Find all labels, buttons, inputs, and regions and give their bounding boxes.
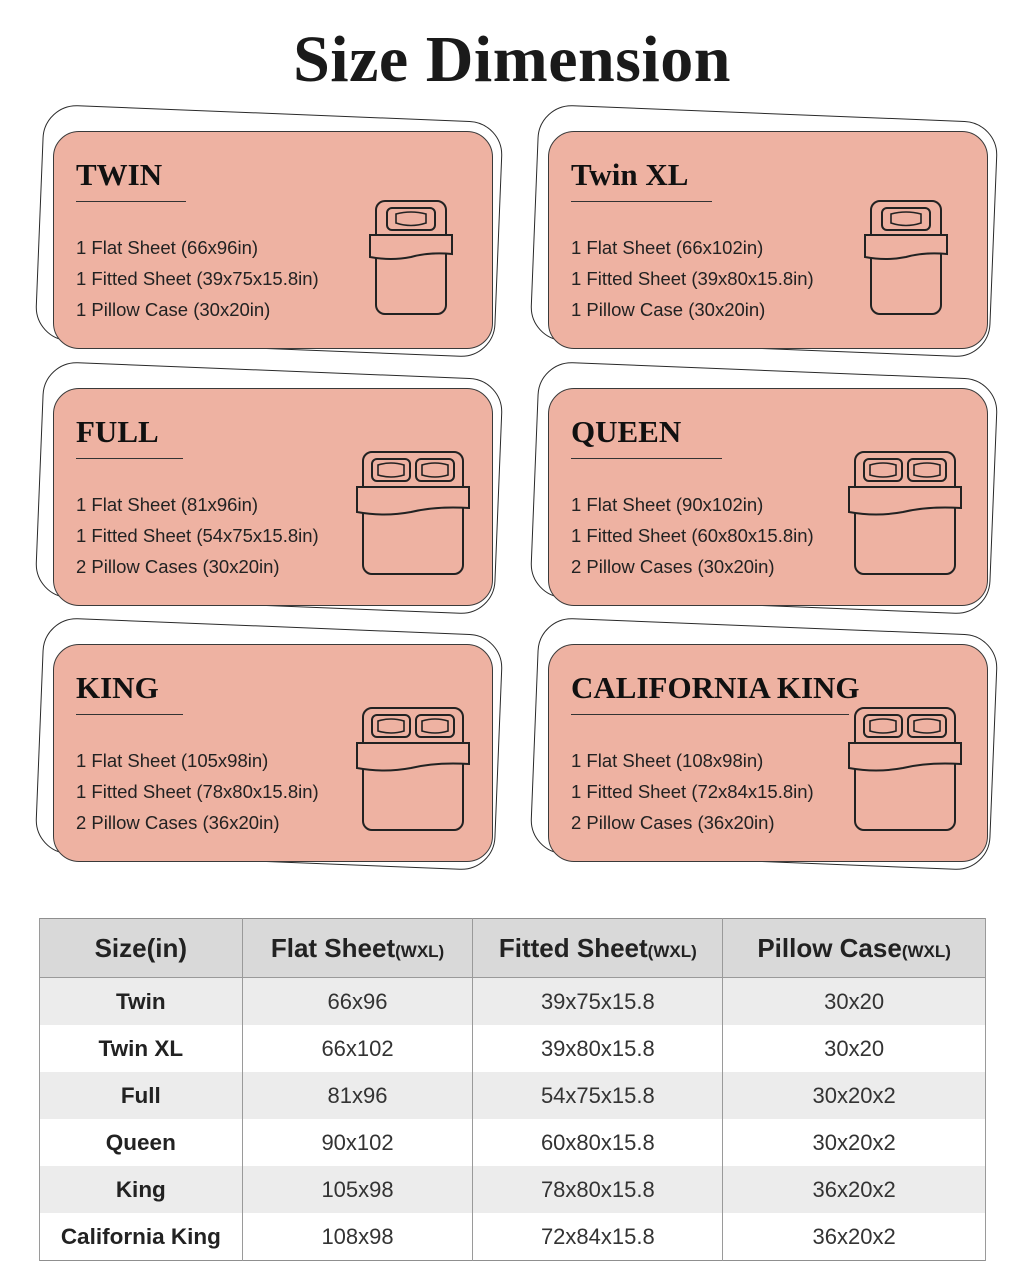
table-cell: 30x20x2: [723, 1072, 986, 1119]
table-cell: 66x96: [242, 978, 473, 1026]
table-row: [40, 1072, 986, 1119]
table-header-row: [40, 919, 986, 978]
card-size-name: TWIN: [76, 157, 163, 192]
card-details: [76, 489, 319, 582]
card-line: 1 Fitted Sheet (72x84x15.8in): [571, 781, 814, 802]
table-cell: 81x96: [242, 1072, 473, 1119]
card-underline: [76, 714, 183, 715]
double-bed-icon: [848, 706, 962, 833]
column-header-pillow-case: Pillow Case(WXL): [723, 919, 986, 978]
card-size-name: Twin XL: [571, 157, 689, 192]
card-line: 1 Fitted Sheet (78x80x15.8in): [76, 781, 319, 802]
card-line: 1 Flat Sheet (105x98in): [76, 750, 269, 771]
table-cell: 60x80x15.8: [473, 1119, 723, 1166]
table-row: [40, 1166, 986, 1213]
card-size-name: CALIFORNIA KING: [571, 670, 860, 705]
table-cell: 30x20: [723, 978, 986, 1026]
card-line: 1 Fitted Sheet (39x75x15.8in): [76, 268, 319, 289]
card-underline: [571, 714, 849, 715]
size-card-twin-xl: [548, 131, 1008, 367]
table-cell: 36x20x2: [723, 1166, 986, 1213]
table-cell-size: King: [40, 1166, 243, 1213]
size-card-twin: [53, 131, 513, 367]
card-details: [76, 745, 319, 838]
card-line: 1 Flat Sheet (66x102in): [571, 237, 764, 258]
table-cell: 36x20x2: [723, 1213, 986, 1261]
table-cell: 30x20x2: [723, 1119, 986, 1166]
table-row: [40, 978, 986, 1026]
table-row: [40, 1213, 986, 1261]
card-line: 1 Pillow Case (30x20in): [571, 299, 766, 320]
card-line: 1 Flat Sheet (108x98in): [571, 750, 764, 771]
card-line: 2 Pillow Cases (30x20in): [571, 556, 775, 577]
card-underline: [76, 201, 186, 202]
table-cell-size: Full: [40, 1072, 243, 1119]
card-line: 1 Flat Sheet (81x96in): [76, 494, 259, 515]
card-underline: [571, 201, 712, 202]
column-header-size: Size(in): [40, 919, 243, 978]
card-underline: [571, 458, 722, 459]
table-cell-size: Twin XL: [40, 1025, 243, 1072]
table-cell: 78x80x15.8: [473, 1166, 723, 1213]
card-underline: [76, 458, 183, 459]
card-line: 1 Flat Sheet (90x102in): [571, 494, 764, 515]
size-card-queen: [548, 388, 1008, 624]
card-line: 1 Flat Sheet (66x96in): [76, 237, 259, 258]
size-table: [39, 918, 986, 1261]
double-bed-icon: [848, 450, 962, 577]
table-cell: 72x84x15.8: [473, 1213, 723, 1261]
table-cell: 54x75x15.8: [473, 1072, 723, 1119]
table-cell: 66x102: [242, 1025, 473, 1072]
card-line: 2 Pillow Cases (36x20in): [76, 812, 280, 833]
card-details: [571, 232, 814, 325]
card-line: 1 Fitted Sheet (60x80x15.8in): [571, 525, 814, 546]
table-cell-size: Queen: [40, 1119, 243, 1166]
table-cell: 105x98: [242, 1166, 473, 1213]
card-size-name: FULL: [76, 414, 159, 449]
card-details: [76, 232, 319, 325]
size-card-full: [53, 388, 513, 624]
page-title: Size Dimension: [293, 23, 731, 96]
card-size-name: QUEEN: [571, 414, 682, 449]
column-header-fitted-sheet: Fitted Sheet(WXL): [473, 919, 723, 978]
card-line: 1 Fitted Sheet (39x80x15.8in): [571, 268, 814, 289]
card-details: [571, 745, 814, 838]
card-details: [571, 489, 814, 582]
table-row: [40, 1025, 986, 1072]
table-cell: 108x98: [242, 1213, 473, 1261]
table-cell-size: California King: [40, 1213, 243, 1261]
single-bed-icon: [864, 199, 948, 317]
table-cell: 90x102: [242, 1119, 473, 1166]
size-card-king: [53, 644, 513, 880]
column-header-flat-sheet: Flat Sheet(WXL): [242, 919, 473, 978]
table-cell: 39x80x15.8: [473, 1025, 723, 1072]
card-size-name: KING: [76, 670, 159, 705]
table-row: [40, 1119, 986, 1166]
card-line: 2 Pillow Cases (30x20in): [76, 556, 280, 577]
card-line: 1 Pillow Case (30x20in): [76, 299, 271, 320]
size-card-california-king: [548, 644, 1008, 880]
double-bed-icon: [356, 450, 470, 577]
table-cell: 30x20: [723, 1025, 986, 1072]
double-bed-icon: [356, 706, 470, 833]
table-cell-size: Twin: [40, 978, 243, 1026]
card-line: 1 Fitted Sheet (54x75x15.8in): [76, 525, 319, 546]
single-bed-icon: [369, 199, 453, 317]
table-cell: 39x75x15.8: [473, 978, 723, 1026]
card-line: 2 Pillow Cases (36x20in): [571, 812, 775, 833]
